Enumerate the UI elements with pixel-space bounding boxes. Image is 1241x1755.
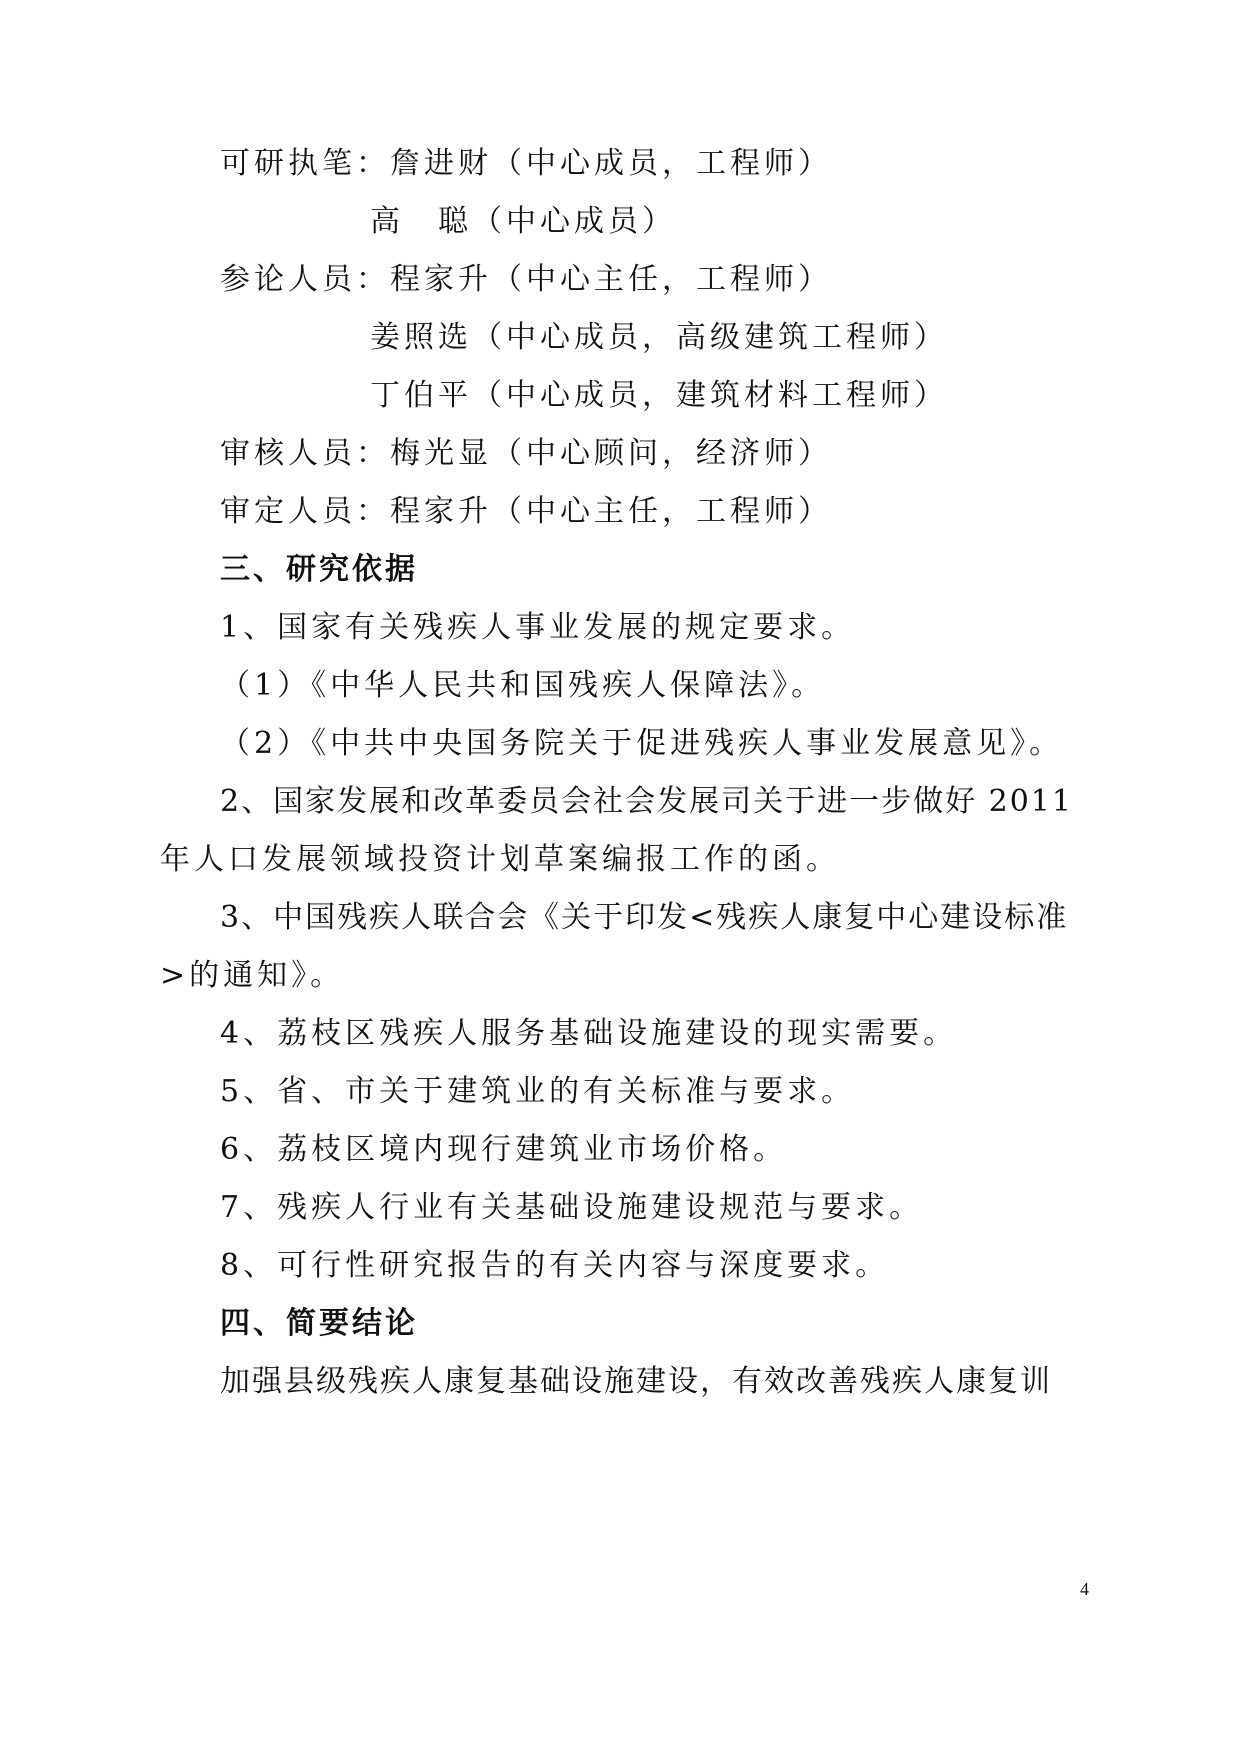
basis-item-7: 7、残疾人行业有关基础设施建设规范与要求。 — [220, 1190, 924, 1225]
basis-subitem-2: （2）《中共中央国务院关于促进残疾人事业发展意见》。 — [220, 726, 1064, 761]
basis-item-3: 3、中国残疾人联合会《关于印发<残疾人康复中心建设标准 — [220, 900, 1069, 935]
section-heading-3: 三、研究依据 — [220, 552, 418, 587]
approver: 审定人员：程家升（中心主任，工程师） — [220, 494, 832, 529]
basis-item-5: 5、省、市关于建筑业的有关标准与要求。 — [220, 1074, 856, 1109]
participant-2: 姜照选（中心成员，高级建筑工程师） — [370, 320, 948, 355]
basis-item-1: 1、国家有关残疾人事业发展的规定要求。 — [220, 610, 856, 645]
section-heading-4: 四、简要结论 — [220, 1306, 418, 1341]
basis-item-2: 2、国家发展和改革委员会社会发展司关于进一步做好 2011 — [220, 784, 1073, 819]
basis-item-4: 4、荔枝区残疾人服务基础设施建设的现实需要。 — [220, 1016, 958, 1051]
author-writer-2: 高 聪（中心成员） — [370, 204, 676, 239]
basis-subitem-1: （1）《中华人民共和国残疾人保障法》。 — [220, 668, 826, 703]
conclusion-text: 加强县级残疾人康复基础设施建设，有效改善残疾人康复训 — [220, 1364, 1052, 1399]
basis-item-8: 8、可行性研究报告的有关内容与深度要求。 — [220, 1248, 890, 1283]
participant-3: 丁伯平（中心成员，建筑材料工程师） — [370, 378, 948, 413]
participant-1: 参论人员：程家升（中心主任，工程师） — [220, 262, 832, 297]
basis-item-3-cont: >的通知》。 — [160, 958, 345, 993]
author-writer: 可研执笔：詹进财（中心成员，工程师） — [220, 146, 832, 181]
reviewer: 审核人员：梅光显（中心顾问，经济师） — [220, 436, 832, 471]
basis-item-6: 6、荔枝区境内现行建筑业市场价格。 — [220, 1132, 788, 1167]
page-number: 4 — [1080, 1579, 1089, 1599]
basis-item-2-cont: 年人口发展领域投资计划草案编报工作的函。 — [160, 842, 840, 877]
